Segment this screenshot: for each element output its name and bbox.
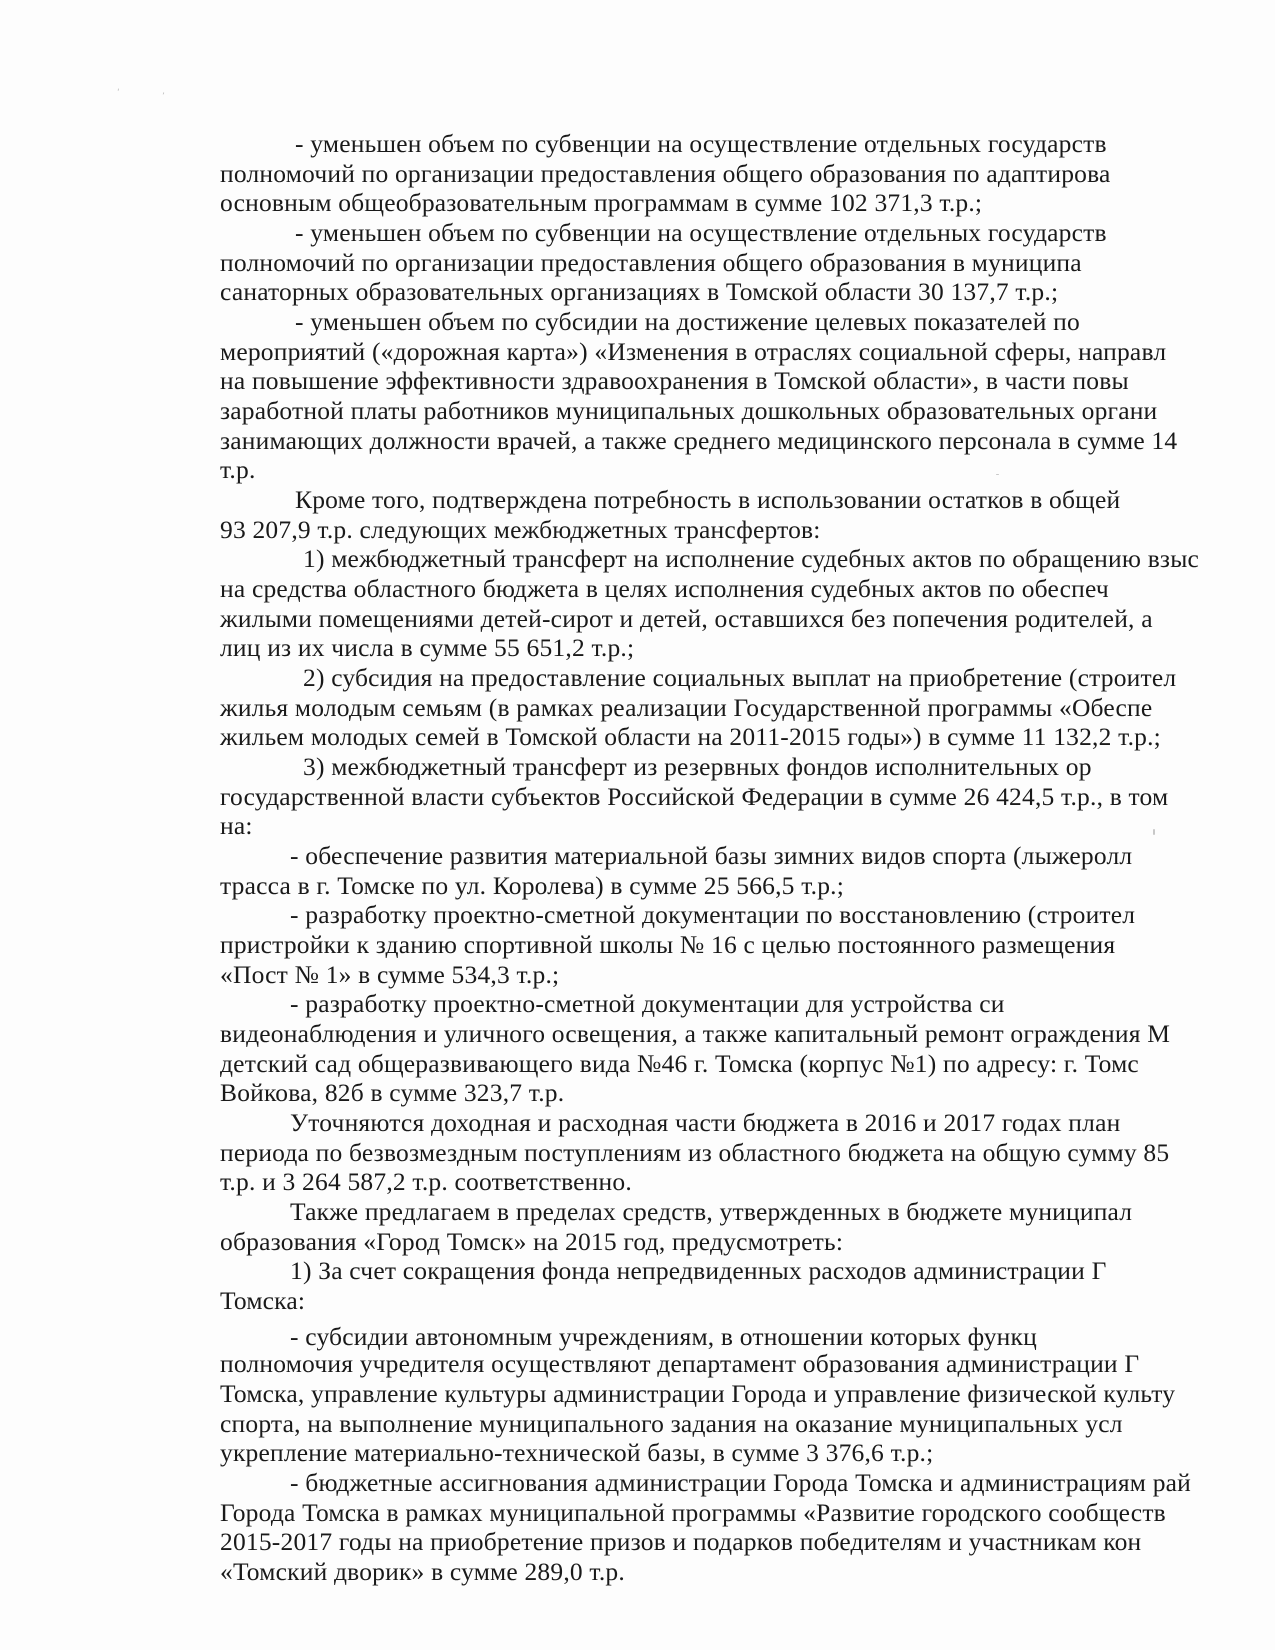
text-line: укрепление материально-технической базы, в сумме 3 376,6 т.р.; [220, 1438, 934, 1467]
text-line: спорта, на выполнение муниципального задания на оказание муниципальных усл [220, 1409, 1123, 1438]
text-line: Также предлагаем в пределах средств, утвержденных в бюджете муниципал [290, 1197, 1133, 1226]
text-line: - разработку проектно-сметной документации для устройства си [290, 989, 1005, 1018]
scan-speck [1153, 829, 1155, 835]
text-line: 1) За счет сокращения фонда непредвиденных расходов администрации Г [290, 1256, 1107, 1285]
text-line: полномочий по организации предоставления общего образования в муниципа [220, 248, 1082, 277]
text-line: детский сад общеразвивающего вида №46 г. Томска (корпус №1) по адресу: г. Томс [220, 1049, 1139, 1078]
text-line: полномочия учредителя осуществляют департамент образования администрации Г [220, 1349, 1140, 1378]
text-line: санаторных образовательных организациях в Томской области 30 137,7 т.р.; [220, 277, 1059, 306]
text-line: жилья молодым семьям (в рамках реализации Государственной программы «Обеспе [220, 693, 1153, 722]
text-line: - уменьшен объем по субсидии на достижение целевых показателей по [295, 307, 1080, 336]
scan-speck [996, 474, 999, 475]
text-line: пристройки к зданию спортивной школы № 16 с целью постоянного размещения [220, 930, 1116, 959]
text-line: - бюджетные ассигнования администрации Города Томска и администрациям рай [290, 1468, 1192, 1497]
text-line: - уменьшен объем по субвенции на осуществление отдельных государств [295, 129, 1107, 158]
text-line: т.р. и 3 264 587,2 т.р. соответственно. [220, 1167, 632, 1196]
text-line: трасса в г. Томске по ул. Королева) в сумме 25 566,5 т.р.; [220, 871, 845, 900]
text-line: лиц из их числа в сумме 55 651,2 т.р.; [220, 633, 635, 662]
text-line: Уточняются доходная и расходная части бюджета в 2016 и 2017 годах план [290, 1108, 1121, 1137]
text-line: Томска: [220, 1286, 306, 1315]
text-line: 2015-2017 годы на приобретение призов и подарков победителям и участникам кон [220, 1527, 1142, 1556]
text-line: на: [220, 811, 253, 840]
text-line: видеонаблюдения и уличного освещения, а также капитальный ремонт ограждения М [220, 1019, 1171, 1048]
text-line: 93 207,9 т.р. следующих межбюджетных трансфертов: [220, 515, 821, 544]
text-line: 3) межбюджетный трансферт из резервных фондов исполнительных ор [303, 752, 1092, 781]
text-line: на повышение эффективности здравоохранения в Томской области», в части повы [220, 366, 1129, 395]
text-line: периода по безвозмездным поступлениям из областного бюджета на общую сумму 85 [220, 1138, 1170, 1167]
text-line: «Пост № 1» в сумме 534,3 т.р.; [220, 960, 560, 989]
text-line: образования «Город Томск» на 2015 год, предусмотреть: [220, 1227, 844, 1256]
text-line: на средства областного бюджета в целях исполнения судебных актов по обеспеч [220, 574, 1109, 603]
text-line: «Томский дворик» в сумме 289,0 т.р. [220, 1557, 625, 1586]
text-line: полномочий по организации предоставления общего образования по адаптирова [220, 159, 1111, 188]
text-line: мероприятий («дорожная карта») «Изменения в отраслях социальной сферы, направл [220, 337, 1167, 366]
text-line: заработной платы работников муниципальных дошкольных образовательных органи [220, 396, 1158, 425]
text-line: Кроме того, подтверждена потребность в использовании остатков в общей [295, 485, 1121, 514]
text-line: занимающих должности врачей, а также среднего медицинского персонала в сумме 14 [220, 426, 1178, 455]
text-line: - субсидии автономным учреждениям, в отношении которых функц [290, 1322, 1037, 1351]
text-line: т.р. [220, 455, 256, 484]
text-line: Города Томска в рамках муниципальной программы «Развитие городского сообществ [220, 1498, 1166, 1527]
scan-artifact-mark: ’ [162, 92, 165, 102]
text-line: - обеспечение развития материальной базы зимних видов спорта (лыжеролл [290, 841, 1133, 870]
text-line: жилыми помещениями детей-сирот и детей, оставшихся без попечения родителей, а [220, 604, 1153, 633]
text-line: 1) межбюджетный трансферт на исполнение судебных актов по обращению взыс [303, 544, 1200, 573]
text-line: жильем молодых семей в Томской области на 2011-2015 годы») в сумме 11 132,2 т.р.; [220, 722, 1161, 751]
text-line: Войкова, 82б в сумме 323,7 т.р. [220, 1078, 565, 1107]
text-line: основным общеобразовательным программам в сумме 102 371,3 т.р.; [220, 188, 983, 217]
text-line: - разработку проектно-сметной документации по восстановлению (строител [290, 900, 1136, 929]
text-line: - уменьшен объем по субвенции на осуществление отдельных государств [295, 218, 1107, 247]
text-line: государственной власти субъектов Российской Федерации в сумме 26 424,5 т.р., в том [220, 782, 1169, 811]
text-line: Томска, управление культуры администрации Города и управление физической культу [220, 1379, 1176, 1408]
scan-artifact-mark: ‘ [117, 88, 120, 98]
text-line: 2) субсидия на предоставление социальных выплат на приобретение (строител [303, 663, 1177, 692]
